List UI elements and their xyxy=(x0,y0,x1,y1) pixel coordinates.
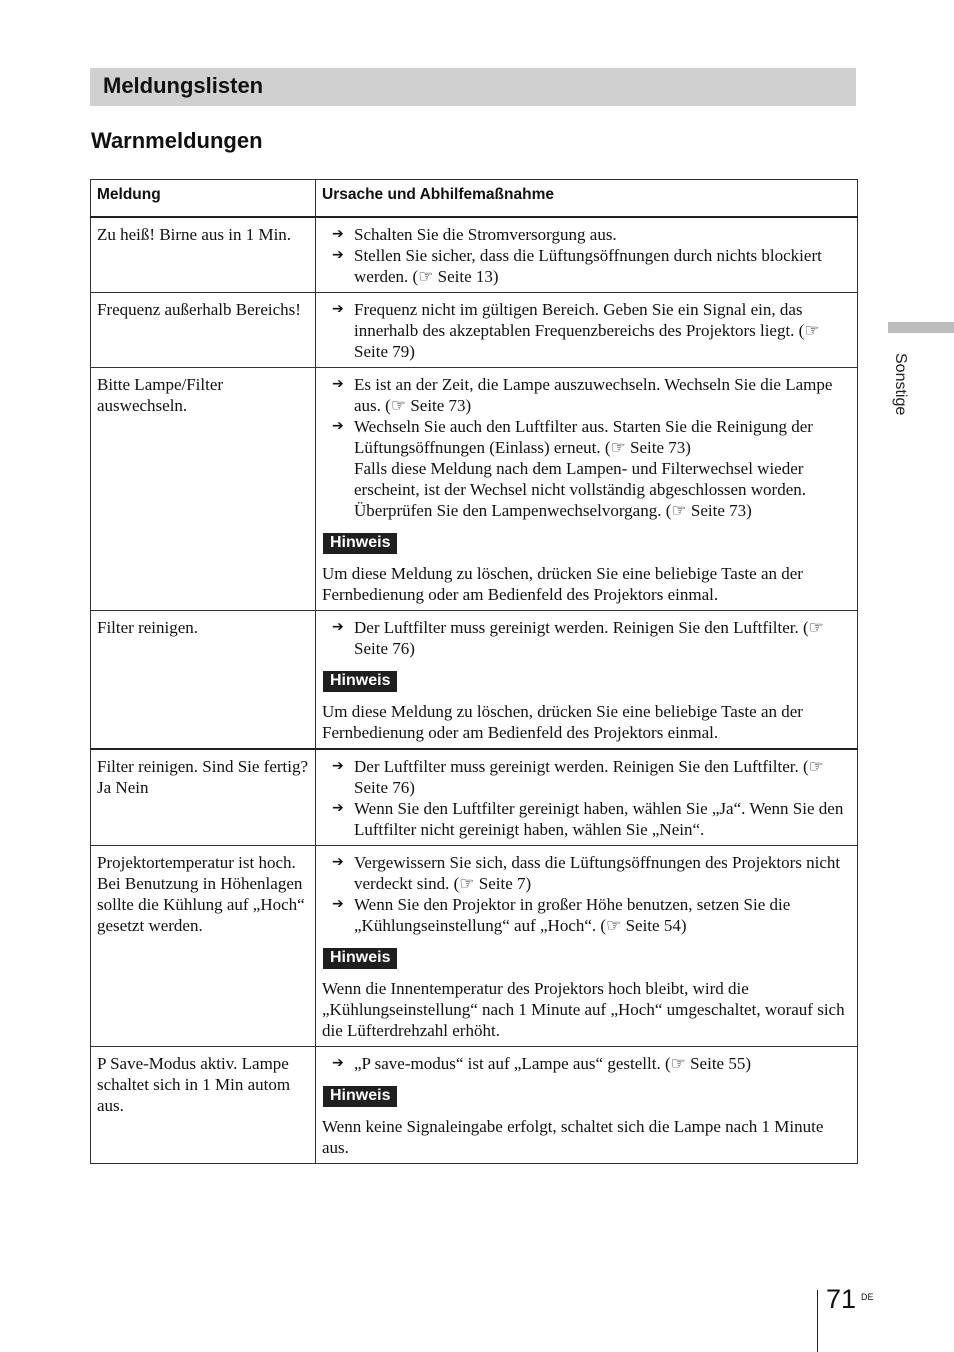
table-row xyxy=(91,293,858,368)
remedy-cell xyxy=(316,1047,858,1164)
section-title: Meldungslisten xyxy=(103,73,264,98)
page-number: 71 xyxy=(826,1284,857,1314)
table-row xyxy=(91,846,858,1047)
remedy-bullet: ➔ Wechseln Sie auch den Luftfilter aus. Starten Sie die Reinigung der Lüftungsöffnungen (Einlass) erneut. (☞ Seite 73) Falls diese Meldung nach dem Lampen- und Filterwechsel wieder erscheint, ist der Wechsel nicht vollständig abgeschlossen worden. Überprüfen Sie den Lampenwechselvorgang. (☞ Seite 73) xyxy=(332,417,813,520)
hint-note: Wenn die Innentemperatur des Projektors hoch bleibt, wird die „Kühlungseinstellung“ nach 1 Minute auf „Hoch“ umgeschaltet, worauf sich die Lüfterdrehzahl erhöht. xyxy=(322,979,845,1040)
warning-messages-table xyxy=(90,179,858,1164)
message-cell: P Save-Modus aktiv. Lampe schaltet sich in 1 Min autom aus. xyxy=(91,1047,316,1164)
message-cell: Frequenz außerhalb Bereichs! xyxy=(91,293,316,368)
section-header-bar xyxy=(90,68,856,106)
hint-badge: Hinweis xyxy=(323,533,397,554)
table-header-row xyxy=(91,180,858,218)
arrow-right-icon: ➔ xyxy=(332,800,344,816)
arrow-right-icon: ➔ xyxy=(332,758,344,774)
remedy-cell xyxy=(316,368,858,611)
remedy-cell xyxy=(316,217,858,293)
message-cell: Filter reinigen. xyxy=(91,611,316,750)
side-tab-marker xyxy=(888,322,954,333)
arrow-right-icon: ➔ xyxy=(332,376,344,392)
remedy-bullet: ➔ Frequenz nicht im gültigen Bereich. Geben Sie ein Signal ein, das innerhalb des akzeptablen Frequenzbereichs des Projektors liegt. (☞ Seite 79) xyxy=(332,300,820,361)
table-row xyxy=(91,611,858,750)
remedy-bullet: ➔ Der Luftfilter muss gereinigt werden. Reinigen Sie den Luftfilter. (☞ Seite 76) xyxy=(332,757,824,797)
remedy-cell xyxy=(316,749,858,846)
arrow-right-icon: ➔ xyxy=(332,1055,344,1071)
remedy-bullet: ➔ Wenn Sie den Luftfilter gereinigt haben, wählen Sie „Ja“. Wenn Sie den Luftfilter nicht gereinigt haben, wählen Sie „Nein“. xyxy=(332,799,844,839)
arrow-right-icon: ➔ xyxy=(332,301,344,317)
table-row xyxy=(91,217,858,293)
hint-note: Um diese Meldung zu löschen, drücken Sie eine beliebige Taste an der Fernbedienung oder am Bedienfeld des Projektors einmal. xyxy=(322,564,803,604)
remedy-cell xyxy=(316,846,858,1047)
remedy-cell xyxy=(316,293,858,368)
column-header-message: Meldung xyxy=(91,180,316,218)
arrow-right-icon: ➔ xyxy=(332,619,344,635)
table-row xyxy=(91,1047,858,1164)
message-cell: Bitte Lampe/Filter auswechseln. xyxy=(91,368,316,611)
arrow-right-icon: ➔ xyxy=(332,854,344,870)
hint-note: Um diese Meldung zu löschen, drücken Sie eine beliebige Taste an der Fernbedienung oder am Bedienfeld des Projektors einmal. xyxy=(322,702,803,742)
table-row xyxy=(91,749,858,846)
remedy-cell xyxy=(316,611,858,750)
column-header-cause-remedy: Ursache und Abhilfemaßnahme xyxy=(316,180,858,218)
message-cell: Filter reinigen. Sind Sie fertig? Ja Nein xyxy=(91,749,316,846)
page-language-code: DE xyxy=(861,1292,874,1302)
remedy-bullet: ➔ Der Luftfilter muss gereinigt werden. Reinigen Sie den Luftfilter. (☞ Seite 76) xyxy=(332,618,824,658)
remedy-bullet: ➔ Schalten Sie die Stromversorgung aus. xyxy=(332,225,617,244)
table-row xyxy=(91,368,858,611)
hint-note: Wenn keine Signaleingabe erfolgt, schaltet sich die Lampe nach 1 Minute aus. xyxy=(322,1117,824,1157)
remedy-bullet: ➔ Stellen Sie sicher, dass die Lüftungsöffnungen durch nichts blockiert werden. (☞ Seite 13) xyxy=(332,246,822,286)
remedy-bullet: ➔ „P save-modus“ ist auf „Lampe aus“ gestellt. (☞ Seite 55) xyxy=(332,1054,751,1073)
subsection-title: Warnmeldungen xyxy=(91,128,263,153)
arrow-right-icon: ➔ xyxy=(332,418,344,434)
side-tab-label: Sonstige xyxy=(892,353,909,416)
hint-badge: Hinweis xyxy=(323,1086,397,1107)
page-number-rule xyxy=(817,1290,818,1352)
message-cell: Projektortemperatur ist hoch. Bei Benutzung in Höhenlagen sollte die Kühlung auf „Hoch“ gesetzt werden. xyxy=(91,846,316,1047)
arrow-right-icon: ➔ xyxy=(332,247,344,263)
remedy-bullet: ➔ Wenn Sie den Projektor in großer Höhe benutzen, setzen Sie die „Kühlungseinstellung“ auf „Hoch“. (☞ Seite 54) xyxy=(332,895,791,935)
remedy-bullet: ➔ Es ist an der Zeit, die Lampe auszuwechseln. Wechseln Sie die Lampe aus. (☞ Seite 73) xyxy=(332,375,833,415)
message-cell: Zu heiß! Birne aus in 1 Min. xyxy=(91,217,316,293)
hint-badge: Hinweis xyxy=(323,948,397,969)
hint-badge: Hinweis xyxy=(323,671,397,692)
remedy-bullet: ➔ Vergewissern Sie sich, dass die Lüftungsöffnungen des Projektors nicht verdeckt sind. (☞ Seite 7) xyxy=(332,853,841,893)
arrow-right-icon: ➔ xyxy=(332,896,344,912)
arrow-right-icon: ➔ xyxy=(332,226,344,242)
